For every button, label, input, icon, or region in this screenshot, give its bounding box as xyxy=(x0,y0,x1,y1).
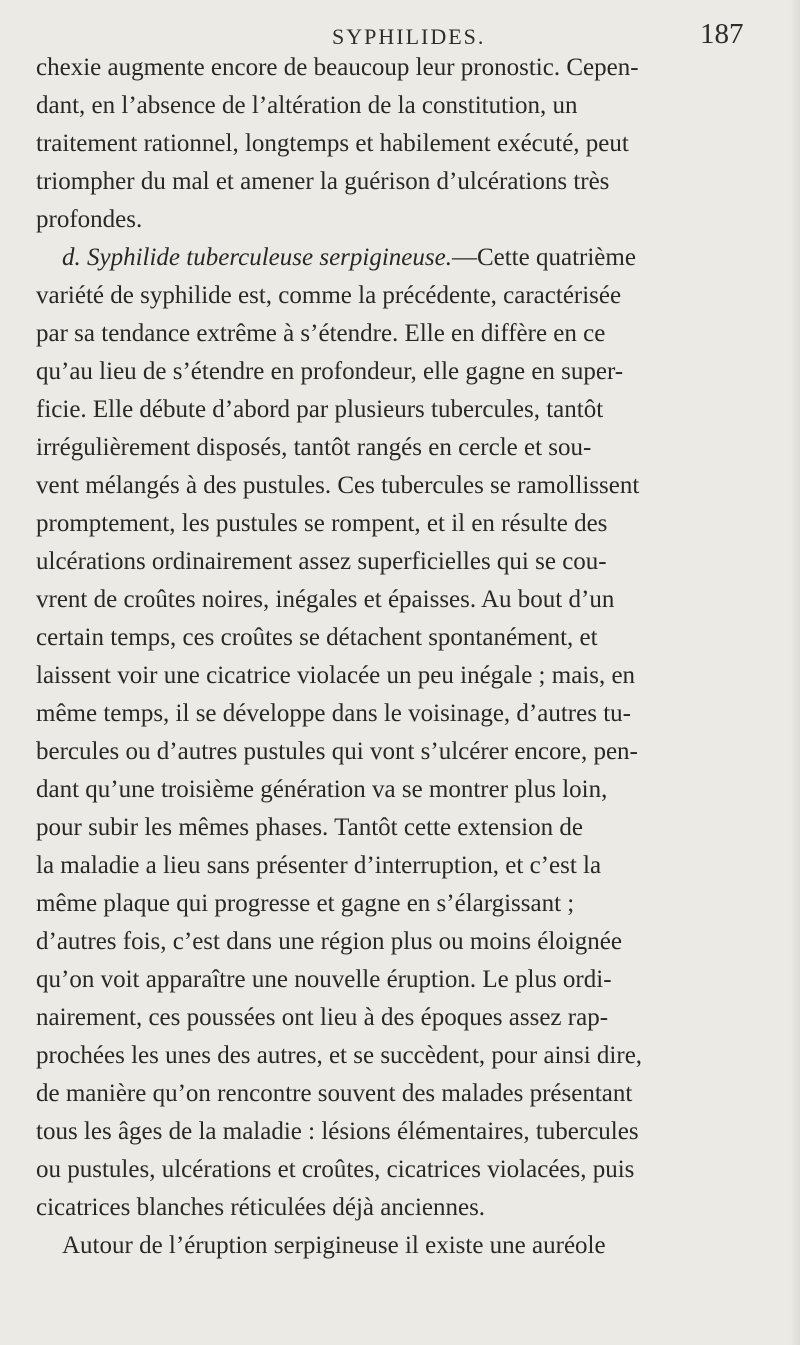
text-line: laissent voir une cicatrice violacée un peu inégale ; mais, en xyxy=(36,662,636,689)
text-line: de manière qu’on rencontre souvent des malades présentant xyxy=(36,1080,633,1107)
text-line: promptement, les pustules se rompent, et il en résulte des xyxy=(36,510,608,537)
text-line: prochées les unes des autres, et se succèdent, pour ainsi dire, xyxy=(36,1042,643,1069)
running-head xyxy=(0,12,800,52)
text-line: profondes. xyxy=(36,206,143,233)
text-line: ou pustules, ulcérations et croûtes, cicatrices violacées, puis xyxy=(36,1156,635,1183)
text-line: certain temps, ces croûtes se détachent spontanément, et xyxy=(36,624,598,651)
text-line: triompher du mal et amener la guérison d’ulcérations très xyxy=(36,168,610,195)
text-line: variété de syphilide est, comme la précédente, caractérisée xyxy=(36,282,622,309)
text-line: pour subir les mêmes phases. Tantôt cette extension de xyxy=(36,814,583,841)
text-line: cicatrices blanches réticulées déjà anciennes. xyxy=(36,1194,486,1221)
text-line: tous les âges de la maladie : lésions élémentaires, tubercules xyxy=(36,1118,639,1145)
text-line: la maladie a lieu sans présenter d’interruption, et c’est la xyxy=(36,852,602,879)
section-heading-line xyxy=(62,242,636,274)
text-line: ulcérations ordinairement assez superficielles qui se cou- xyxy=(36,548,607,575)
text-line: vrent de croûtes noires, inégales et épaisses. Au bout d’un xyxy=(36,586,615,613)
text-line: qu’au lieu de s’étendre en profondeur, elle gagne en super- xyxy=(36,358,624,385)
text-line: dant qu’une troisième génération va se montrer plus loin, xyxy=(36,776,608,803)
text-line: vent mélangés à des pustules. Ces tubercules se ramollissent xyxy=(36,472,640,499)
text-line: d’autres fois, c’est dans une région plus ou moins éloignée xyxy=(36,928,622,955)
text-line: Autour de l’éruption serpigineuse il existe une auréole xyxy=(62,1232,606,1259)
page-number: 187 xyxy=(700,18,744,50)
text-line-continuation: —Cette quatrième xyxy=(451,244,636,271)
text-line: irrégulièrement disposés, tantôt rangés en cercle et sou- xyxy=(36,434,592,461)
text-line: bercules ou d’autres pustules qui vont s’ulcérer encore, pen- xyxy=(36,738,638,765)
text-line: chexie augmente encore de beaucoup leur pronostic. Cepen- xyxy=(36,54,639,81)
running-title: SYPHILIDES. xyxy=(332,24,486,49)
section-heading: d. Syphilide tuberculeuse serpigineuse. xyxy=(62,244,452,271)
text-line: ficie. Elle débute d’abord par plusieurs tubercules, tantôt xyxy=(36,396,604,423)
text-line: par sa tendance extrême à s’étendre. Elle en diffère en ce xyxy=(36,320,606,347)
text-line: nairement, ces poussées ont lieu à des époques assez rap- xyxy=(36,1004,609,1031)
text-line: même temps, il se développe dans le voisinage, d’autres tu- xyxy=(36,700,631,727)
page-edge-shadow xyxy=(790,0,800,1345)
text-line: traitement rationnel, longtemps et habilement exécuté, peut xyxy=(36,130,629,157)
text-line: même plaque qui progresse et gagne en s’élargissant ; xyxy=(36,890,575,917)
text-line: qu’on voit apparaître une nouvelle éruption. Le plus ordi- xyxy=(36,966,612,993)
text-line: dant, en l’absence de l’altération de la constitution, un xyxy=(36,92,578,119)
